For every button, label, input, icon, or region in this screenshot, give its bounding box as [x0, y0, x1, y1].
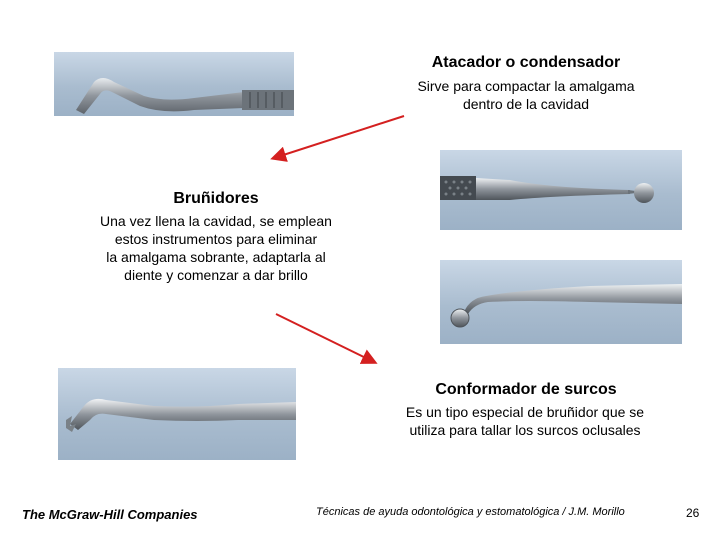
condenser-description — [380, 77, 672, 113]
condenser-instrument-image — [54, 52, 294, 116]
ball-burnisher-image — [440, 150, 682, 230]
arrow-icon — [268, 306, 388, 370]
footer-book-title: Técnicas de ayuda odontológica y estomatológica / J.M. Morillo — [316, 506, 625, 518]
burnishers-title: Bruñidores — [173, 190, 259, 207]
carver-description-line-2: utiliza para tallar los surcos oclusales — [409, 422, 641, 438]
angled-ball-burnisher-image — [440, 260, 682, 344]
carver-description-line-1: Es un tipo especial de bruñidor que se — [405, 404, 645, 420]
burnishers-description-line-4: diente y comenzar a dar brillo — [124, 267, 308, 283]
burnishers-description-line-2: estos instrumentos para eliminar — [114, 231, 318, 247]
condenser-title: Atacador o condensador — [431, 54, 621, 71]
burnishers-description-line-3: la amalgama sobrante, adaptarla al — [106, 249, 326, 265]
carver-title: Conformador de surcos — [435, 381, 617, 398]
burnishers-description — [64, 212, 368, 284]
condenser-description-line-2: dentro de la cavidad — [462, 96, 590, 112]
footer-publisher: The McGraw-Hill Companies — [22, 507, 198, 522]
arrow-icon — [260, 108, 410, 168]
condenser-description-line-1: Sirve para compactar la amalgama — [417, 78, 635, 94]
carver-instrument-image — [58, 368, 296, 460]
burnishers-description-line-1: Una vez llena la cavidad, se emplean — [100, 213, 332, 229]
carver-description — [370, 403, 680, 439]
page-number: 26 — [686, 506, 700, 520]
